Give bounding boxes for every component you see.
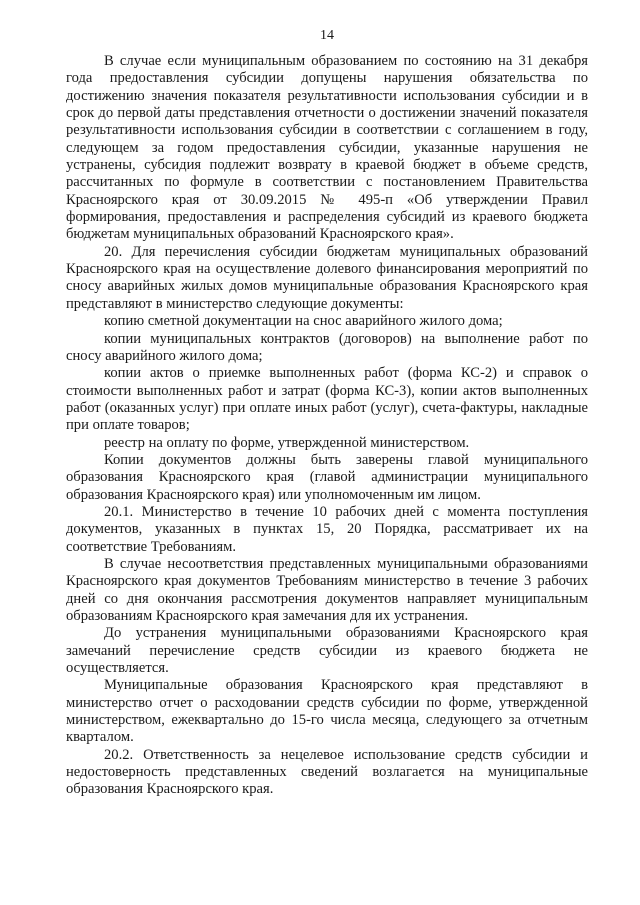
paragraph-20-2: 20.2. Ответственность за нецелевое использование средств субсидии и недостоверность представленных сведений возлагается на муниципальные образования Красноярского края. bbox=[66, 746, 588, 798]
page-number: 14 bbox=[320, 28, 334, 43]
paragraph-20: 20. Для перечисления субсидии бюджетам муниципальных образований Красноярского края на осуществление долевого финансирования мероприятий по сносу аварийных жилых домов муниципальные образования Красноярского края представляют в министерство следующие документы: bbox=[66, 243, 588, 312]
list-item-acts-copy: копии актов о приемке выполненных работ (форма КС-2) и справок о стоимости выполненных работ и затрат (форма КС-3), копии актов выполненных работ (оказанных услуг) при оплате иных работ (услуг), счета-фактуры, накладные при оплате товаров; bbox=[66, 365, 588, 434]
list-item-estimate-copy: копию сметной документации на снос аварийного жилого дома; bbox=[104, 313, 503, 330]
paragraph-repayment-condition: В случае если муниципальным образованием по состоянию на 31 декабря года предоставления субсидии допущены нарушения обязательства по достижению значения показателя результативности использования субсидии и в срок до первой даты представления отчетности о достижении значений показателя результативности использования субсидии в соответствии с соглашением в году, следующем за годом предоставления субсидии, указанные нарушения не устранены, субсидия подлежит возврату в краевой бюджет в объеме средств, рассчитанных по формуле в соответствии с постановлением Правительства Красноярского края от 30.09.2015 № 495-п «Об утверждении Правил формирования, предоставления и распределения субсидий из краевого бюджета бюджетам муниципальных образований Красноярского края». bbox=[66, 53, 588, 243]
list-item-payment-register: реестр на оплату по форме, утвержденной министерством. bbox=[104, 434, 470, 451]
list-item-contracts-copy: копии муниципальных контрактов (договоров) на выполнение работ по сносу аварийного жилого дома; bbox=[66, 330, 588, 364]
document-page bbox=[66, 28, 588, 799]
paragraph-20-1: 20.1. Министерство в течение 10 рабочих дней с момента поступления документов, указанных в пунктах 15, 20 Порядка, рассматривает их на соответствие Требованиям. bbox=[66, 503, 588, 555]
paragraph-certification: Копии документов должны быть заверены главой муниципального образования Красноярского края (главой администрации муниципального образования Красноярского края) или уполномоченным им лицом. bbox=[66, 451, 588, 503]
paragraph-nonconformity: В случае несоответствия представленных муниципальными образованиями Красноярского края документов Требованиям министерство в течение 3 рабочих дней со дня окончания рассмотрения документов направляет муниципальным образованиям Красноярского края замечания для их устранения. bbox=[66, 555, 588, 624]
paragraph-transfer-suspension: До устранения муниципальными образованиями Красноярского края замечаний перечисление средств субсидии из краевого бюджета не осуществляется. bbox=[66, 625, 588, 677]
paragraph-quarterly-report: Муниципальные образования Красноярского края представляют в министерство отчет о расходовании средств субсидии по форме, утвержденной министерством, ежеквартально до 15-го числа месяца, следующего за отчетным кварталом. bbox=[66, 677, 588, 746]
